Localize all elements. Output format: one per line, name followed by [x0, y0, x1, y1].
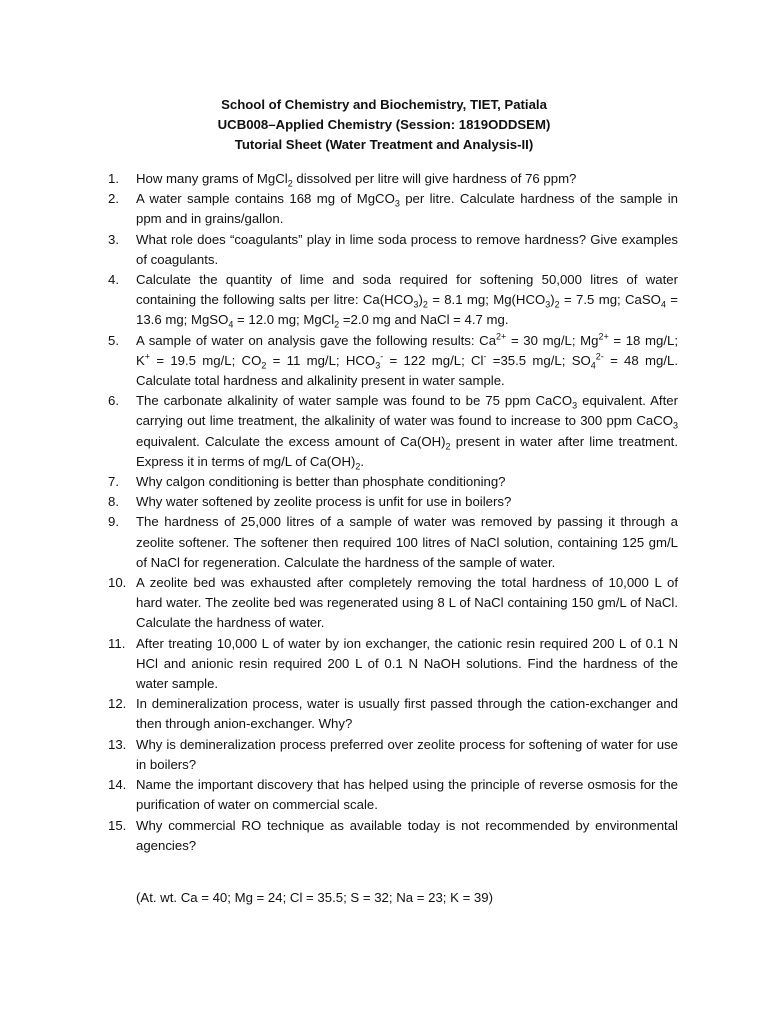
question-text: Name the important discovery that has helped using the principle of reverse osmosis for the purification of water on commercial scale.: [136, 777, 678, 813]
question-list: [108, 169, 678, 856]
question-number: 3.: [108, 231, 119, 247]
question-text: In demineralization process, water is usually first passed through the cation-exchanger and then through anion-exchanger. Why?: [136, 696, 678, 732]
question-text: Calculate the quantity of lime and soda required for softening 50,000 litres of water containing the following salts per litre: $Ca(HCO_3)_2 = 8.1$ mg; $Mg(HCO_3)_2 = 7.5$ mg; CaSO$_4$ = 13.6 mg; MgSO$_4$ = 12.0 mg; MgCl$_2$ =2.0 mg and NaCl = 4.7 mg.: [136, 272, 678, 331]
question-number: 4.: [108, 272, 119, 288]
question-number: 15.: [108, 817, 127, 833]
question-item: [108, 694, 678, 734]
question-number: 8.: [108, 494, 119, 510]
question-text: Why is demineralization process preferred over zeolite process for softening of water for use in boilers?: [136, 736, 678, 772]
question-item: [108, 492, 678, 512]
question-number: 7.: [108, 474, 119, 490]
question-item: [108, 391, 678, 472]
question-item: [108, 472, 678, 492]
school-title: School of Chemistry and Biochemistry, TIET, Patiala: [221, 97, 547, 112]
question-item: [108, 573, 678, 634]
question-text: What role does “coagulants” play in lime soda process to remove hardness? Give examples of coagulants.: [136, 231, 678, 267]
question-item: [108, 816, 678, 856]
document-header: [0, 95, 768, 155]
question-number: 6.: [108, 393, 119, 409]
question-text: Why calgon conditioning is better than phosphate conditioning?: [136, 474, 506, 490]
question-item: [108, 775, 678, 815]
question-item: [108, 735, 678, 775]
question-text: Why commercial RO technique as available today is not recommended by environmental agencies?: [136, 817, 678, 853]
question-item: [108, 169, 678, 189]
question-text: After treating 10,000 L of water by ion exchanger, the cationic resin required 200 L of 0.1 N HCl and anionic resin required 200 L of 0.1 N NaOH solutions. Find the hardness of the water sample.: [136, 635, 678, 692]
question-item: [108, 230, 678, 270]
question-item: [108, 270, 678, 331]
course-title: UCB008–Applied Chemistry (Session: 1819ODDSEM): [217, 117, 551, 132]
question-number: 2.: [108, 191, 119, 207]
question-text: A zeolite bed was exhausted after completely removing the total hardness of 10,000 L of hard water. The zeolite bed was regenerated using 8 L of NaCl containing 150 gm/L of NaCl. Calculate the hardness of water.: [136, 575, 678, 631]
sheet-title: Tutorial Sheet (Water Treatment and Analysis-II): [234, 137, 534, 152]
question-number: 13.: [108, 736, 127, 752]
question-item: [108, 512, 678, 573]
question-number: 1.: [108, 171, 119, 186]
question-number: 12.: [108, 696, 127, 712]
question-text: Why water softened by zeolite process is unfit for use in boilers?: [136, 494, 512, 510]
question-number: 5.: [108, 332, 119, 348]
question-number: 14.: [108, 777, 127, 793]
question-number: 10.: [108, 575, 127, 591]
question-item: [108, 634, 678, 695]
question-text: A sample of water on analysis gave the following results: $Ca^{2+} = 30$ mg/L; $Mg^{2+} = 18$ mg/L; K+ = 19.5 mg/L; $CO_2 = 11$ mg/L; $HCO_3^- = 122$ mg/L; Cl- =35.5 mg/L; $SO_4^{2-} = 48$ mg/L. Calculate total hardness and alkalinity present in water sample.: [136, 331, 679, 389]
question-number: 9.: [108, 514, 119, 530]
question-text: The hardness of 25,000 litres of a sample of water was removed by passing it through a zeolite softener. The softener then required 100 litres of NaCl solution, containing 125 gm/L of NaCl for regeneration. Calculate the hardness of the sample of water.: [136, 514, 678, 570]
question-item: [108, 331, 678, 392]
question-number: 11.: [108, 635, 126, 651]
atomic-weights-note: (At. wt. Ca = 40; Mg = 24; Cl = 35.5; S = 32; Na = 23; K = 39): [136, 890, 493, 905]
question-text: The carbonate alkalinity of water sample was found to be 75 ppm CaCO$_3$ equivalent. After carrying out lime treatment, the alkalinity of water was found to increase to 300 ppm CaCO$_3$ equivalent. Calculate the excess amount of $Ca(OH)_2$ present in water after lime treatment. Express it in terms of mg/L of $Ca(OH)_2$.: [136, 393, 678, 472]
question-text: How many grams of MgCl$_2$ dissolved per litre will give hardness of 76 ppm?: [136, 171, 577, 189]
question-item: [108, 189, 678, 229]
question-text: A water sample contains 168 mg of MgCO$_3$ per litre. Calculate hardness of the sample in ppm and in grains/gallon.: [136, 191, 678, 227]
